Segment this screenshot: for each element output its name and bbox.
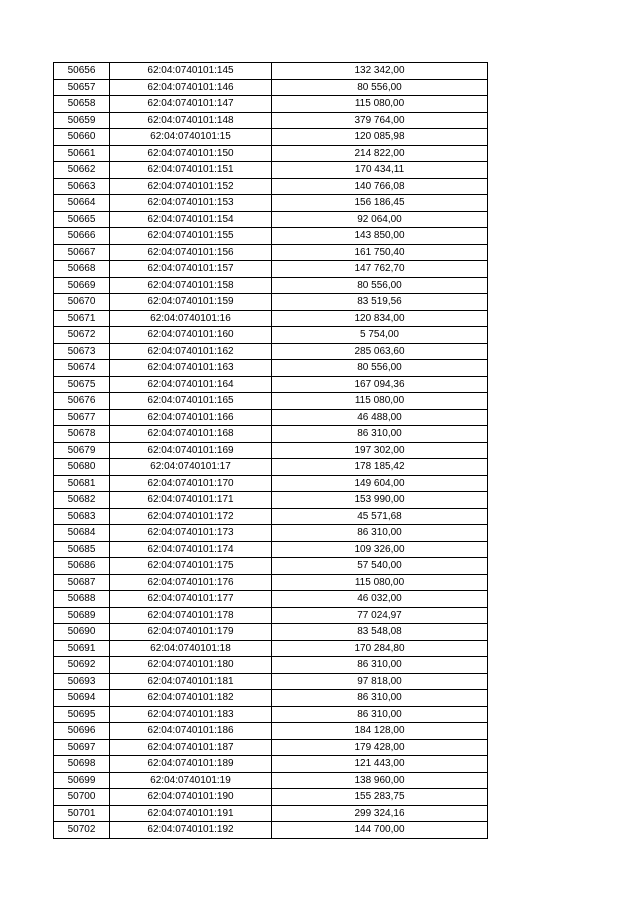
- table-row: [54, 393, 488, 410]
- cadastral-number-cell: 62:04:0740101:174: [110, 541, 272, 558]
- table-row: [54, 772, 488, 789]
- value-cell: 170 284,80: [272, 640, 488, 657]
- row-number-cell: 50658: [54, 96, 110, 113]
- value-cell: 80 556,00: [272, 79, 488, 96]
- value-cell: 184 128,00: [272, 723, 488, 740]
- cadastral-number-cell: 62:04:0740101:18: [110, 640, 272, 657]
- value-cell: 83 519,56: [272, 294, 488, 311]
- row-number-cell: 50687: [54, 574, 110, 591]
- cadastral-number-cell: 62:04:0740101:180: [110, 657, 272, 674]
- cadastral-number-cell: 62:04:0740101:150: [110, 145, 272, 162]
- value-cell: 80 556,00: [272, 360, 488, 377]
- value-cell: 285 063,60: [272, 343, 488, 360]
- value-cell: 115 080,00: [272, 96, 488, 113]
- row-number-cell: 50689: [54, 607, 110, 624]
- table-row: [54, 591, 488, 608]
- row-number-cell: 50656: [54, 63, 110, 80]
- row-number-cell: 50671: [54, 310, 110, 327]
- value-cell: 379 764,00: [272, 112, 488, 129]
- row-number-cell: 50683: [54, 508, 110, 525]
- table-row: [54, 739, 488, 756]
- row-number-cell: 50679: [54, 442, 110, 459]
- cadastral-number-cell: 62:04:0740101:166: [110, 409, 272, 426]
- row-number-cell: 50686: [54, 558, 110, 575]
- cadastral-number-cell: 62:04:0740101:189: [110, 756, 272, 773]
- table-row: [54, 327, 488, 344]
- value-cell: 109 326,00: [272, 541, 488, 558]
- table-row: [54, 145, 488, 162]
- table-row: [54, 805, 488, 822]
- value-cell: 179 428,00: [272, 739, 488, 756]
- value-cell: 83 548,08: [272, 624, 488, 641]
- cadastral-number-cell: 62:04:0740101:159: [110, 294, 272, 311]
- cadastral-number-cell: 62:04:0740101:165: [110, 393, 272, 410]
- table-row: [54, 673, 488, 690]
- value-cell: 161 750,40: [272, 244, 488, 261]
- table-row: [54, 607, 488, 624]
- row-number-cell: 50698: [54, 756, 110, 773]
- value-cell: 132 342,00: [272, 63, 488, 80]
- value-cell: 149 604,00: [272, 475, 488, 492]
- cadastral-number-cell: 62:04:0740101:160: [110, 327, 272, 344]
- value-cell: 299 324,16: [272, 805, 488, 822]
- cadastral-number-cell: 62:04:0740101:183: [110, 706, 272, 723]
- cadastral-number-cell: 62:04:0740101:153: [110, 195, 272, 212]
- table-row: [54, 442, 488, 459]
- value-cell: 167 094,36: [272, 376, 488, 393]
- row-number-cell: 50702: [54, 822, 110, 839]
- table-row: [54, 426, 488, 443]
- cadastral-number-cell: 62:04:0740101:154: [110, 211, 272, 228]
- table-row: [54, 63, 488, 80]
- table-row: [54, 277, 488, 294]
- value-cell: 138 960,00: [272, 772, 488, 789]
- value-cell: 120 834,00: [272, 310, 488, 327]
- cadastral-number-cell: 62:04:0740101:169: [110, 442, 272, 459]
- row-number-cell: 50667: [54, 244, 110, 261]
- table-row: [54, 459, 488, 476]
- value-cell: 147 762,70: [272, 261, 488, 278]
- cadastral-number-cell: 62:04:0740101:162: [110, 343, 272, 360]
- row-number-cell: 50694: [54, 690, 110, 707]
- table-row: [54, 195, 488, 212]
- row-number-cell: 50700: [54, 789, 110, 806]
- row-number-cell: 50672: [54, 327, 110, 344]
- value-cell: 46 488,00: [272, 409, 488, 426]
- row-number-cell: 50696: [54, 723, 110, 740]
- table-row: [54, 96, 488, 113]
- table-row: [54, 706, 488, 723]
- value-cell: 97 818,00: [272, 673, 488, 690]
- cadastral-number-cell: 62:04:0740101:175: [110, 558, 272, 575]
- table-row: [54, 525, 488, 542]
- cadastral-number-cell: 62:04:0740101:172: [110, 508, 272, 525]
- cadastral-number-cell: 62:04:0740101:158: [110, 277, 272, 294]
- row-number-cell: 50678: [54, 426, 110, 443]
- value-cell: 86 310,00: [272, 657, 488, 674]
- table-row: [54, 492, 488, 509]
- cadastral-number-cell: 62:04:0740101:173: [110, 525, 272, 542]
- row-number-cell: 50684: [54, 525, 110, 542]
- table-row: [54, 244, 488, 261]
- cadastral-number-cell: 62:04:0740101:182: [110, 690, 272, 707]
- value-cell: 140 766,08: [272, 178, 488, 195]
- value-cell: 86 310,00: [272, 525, 488, 542]
- row-number-cell: 50665: [54, 211, 110, 228]
- table-row: [54, 756, 488, 773]
- value-cell: 143 850,00: [272, 228, 488, 245]
- cadastral-number-cell: 62:04:0740101:171: [110, 492, 272, 509]
- value-cell: 120 085,98: [272, 129, 488, 146]
- value-cell: 156 186,45: [272, 195, 488, 212]
- cadastral-number-cell: 62:04:0740101:192: [110, 822, 272, 839]
- cadastral-number-cell: 62:04:0740101:187: [110, 739, 272, 756]
- table-row: [54, 624, 488, 641]
- row-number-cell: 50663: [54, 178, 110, 195]
- value-cell: 45 571,68: [272, 508, 488, 525]
- cadastral-number-cell: 62:04:0740101:177: [110, 591, 272, 608]
- table-row: [54, 376, 488, 393]
- cadastral-number-cell: 62:04:0740101:147: [110, 96, 272, 113]
- row-number-cell: 50691: [54, 640, 110, 657]
- value-cell: 115 080,00: [272, 574, 488, 591]
- row-number-cell: 50677: [54, 409, 110, 426]
- table-row: [54, 508, 488, 525]
- data-table: [53, 62, 488, 839]
- cadastral-number-cell: 62:04:0740101:186: [110, 723, 272, 740]
- table-row: [54, 228, 488, 245]
- row-number-cell: 50668: [54, 261, 110, 278]
- row-number-cell: 50697: [54, 739, 110, 756]
- row-number-cell: 50685: [54, 541, 110, 558]
- table-row: [54, 129, 488, 146]
- row-number-cell: 50701: [54, 805, 110, 822]
- row-number-cell: 50666: [54, 228, 110, 245]
- row-number-cell: 50662: [54, 162, 110, 179]
- value-cell: 121 443,00: [272, 756, 488, 773]
- value-cell: 178 185,42: [272, 459, 488, 476]
- row-number-cell: 50661: [54, 145, 110, 162]
- cadastral-number-cell: 62:04:0740101:164: [110, 376, 272, 393]
- row-number-cell: 50674: [54, 360, 110, 377]
- row-number-cell: 50690: [54, 624, 110, 641]
- cadastral-number-cell: 62:04:0740101:163: [110, 360, 272, 377]
- table-row: [54, 211, 488, 228]
- cadastral-number-cell: 62:04:0740101:179: [110, 624, 272, 641]
- row-number-cell: 50695: [54, 706, 110, 723]
- row-number-cell: 50680: [54, 459, 110, 476]
- cadastral-number-cell: 62:04:0740101:181: [110, 673, 272, 690]
- row-number-cell: 50673: [54, 343, 110, 360]
- value-cell: 170 434,11: [272, 162, 488, 179]
- cadastral-number-cell: 62:04:0740101:15: [110, 129, 272, 146]
- value-cell: 77 024,97: [272, 607, 488, 624]
- table-row: [54, 789, 488, 806]
- value-cell: 86 310,00: [272, 690, 488, 707]
- table-row: [54, 112, 488, 129]
- table-row: [54, 640, 488, 657]
- value-cell: 80 556,00: [272, 277, 488, 294]
- table-row: [54, 178, 488, 195]
- row-number-cell: 50659: [54, 112, 110, 129]
- row-number-cell: 50675: [54, 376, 110, 393]
- value-cell: 197 302,00: [272, 442, 488, 459]
- table-row: [54, 822, 488, 839]
- row-number-cell: 50676: [54, 393, 110, 410]
- value-cell: 144 700,00: [272, 822, 488, 839]
- row-number-cell: 50681: [54, 475, 110, 492]
- table-row: [54, 690, 488, 707]
- cadastral-number-cell: 62:04:0740101:156: [110, 244, 272, 261]
- row-number-cell: 50670: [54, 294, 110, 311]
- value-cell: 115 080,00: [272, 393, 488, 410]
- cadastral-number-cell: 62:04:0740101:16: [110, 310, 272, 327]
- value-cell: 5 754,00: [272, 327, 488, 344]
- cadastral-number-cell: 62:04:0740101:145: [110, 63, 272, 80]
- row-number-cell: 50660: [54, 129, 110, 146]
- cadastral-number-cell: 62:04:0740101:191: [110, 805, 272, 822]
- cadastral-number-cell: 62:04:0740101:146: [110, 79, 272, 96]
- row-number-cell: 50664: [54, 195, 110, 212]
- cadastral-number-cell: 62:04:0740101:176: [110, 574, 272, 591]
- table-row: [54, 261, 488, 278]
- data-table-body: [54, 63, 488, 839]
- table-row: [54, 558, 488, 575]
- row-number-cell: 50669: [54, 277, 110, 294]
- cadastral-number-cell: 62:04:0740101:178: [110, 607, 272, 624]
- value-cell: 86 310,00: [272, 426, 488, 443]
- cadastral-number-cell: 62:04:0740101:155: [110, 228, 272, 245]
- row-number-cell: 50693: [54, 673, 110, 690]
- table-row: [54, 409, 488, 426]
- row-number-cell: 50688: [54, 591, 110, 608]
- value-cell: 155 283,75: [272, 789, 488, 806]
- cadastral-number-cell: 62:04:0740101:152: [110, 178, 272, 195]
- table-row: [54, 657, 488, 674]
- value-cell: 92 064,00: [272, 211, 488, 228]
- table-row: [54, 475, 488, 492]
- row-number-cell: 50657: [54, 79, 110, 96]
- value-cell: 46 032,00: [272, 591, 488, 608]
- value-cell: 57 540,00: [272, 558, 488, 575]
- table-row: [54, 162, 488, 179]
- value-cell: 214 822,00: [272, 145, 488, 162]
- table-row: [54, 310, 488, 327]
- table-row: [54, 294, 488, 311]
- table-row: [54, 574, 488, 591]
- cadastral-number-cell: 62:04:0740101:170: [110, 475, 272, 492]
- cadastral-number-cell: 62:04:0740101:157: [110, 261, 272, 278]
- row-number-cell: 50682: [54, 492, 110, 509]
- table-row: [54, 79, 488, 96]
- cadastral-number-cell: 62:04:0740101:19: [110, 772, 272, 789]
- value-cell: 153 990,00: [272, 492, 488, 509]
- row-number-cell: 50699: [54, 772, 110, 789]
- cadastral-number-cell: 62:04:0740101:168: [110, 426, 272, 443]
- table-row: [54, 541, 488, 558]
- cadastral-number-cell: 62:04:0740101:151: [110, 162, 272, 179]
- table-row: [54, 360, 488, 377]
- table-row: [54, 343, 488, 360]
- cadastral-number-cell: 62:04:0740101:148: [110, 112, 272, 129]
- cadastral-number-cell: 62:04:0740101:190: [110, 789, 272, 806]
- table-row: [54, 723, 488, 740]
- value-cell: 86 310,00: [272, 706, 488, 723]
- row-number-cell: 50692: [54, 657, 110, 674]
- cadastral-number-cell: 62:04:0740101:17: [110, 459, 272, 476]
